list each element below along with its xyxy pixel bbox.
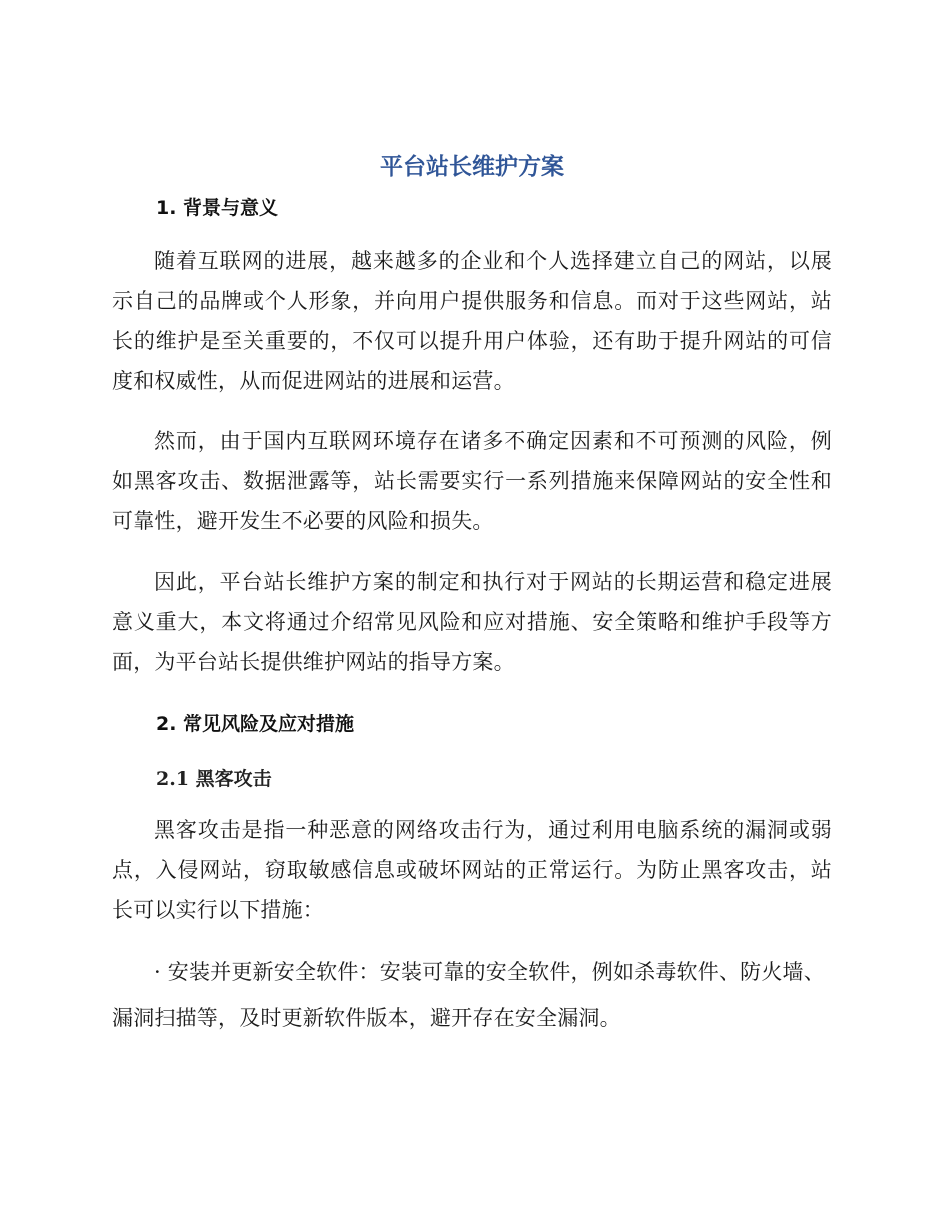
paragraph-hacker-attack: 黑客攻击是指一种恶意的网络攻击行为，通过利用电脑系统的漏洞或弱点，入侵网站，窃取敏感信息或破坏网站的正常运行。为防止黑客攻击，站长可以实行以下措施：	[112, 818, 832, 922]
subsection-heading-hacker-attack: 2.1 黑客攻击	[156, 768, 272, 790]
section-heading-risks: 2. 常见风险及应对措施	[156, 713, 355, 735]
document-title: 平台站长维护方案	[380, 154, 564, 180]
list-item-security-software: · 安装并更新安全软件：安装可靠的安全软件，例如杀毒软件、防火墙、漏洞扫描等，及时更新软件版本，避开存在安全漏洞。	[112, 960, 825, 1030]
paragraph-background-3: 因此，平台站长维护方案的制定和执行对于网站的长期运营和稳定进展意义重大，本文将通过介绍常见风险和应对措施、安全策略和维护手段等方面，为平台站长提供维护网站的指导方案。	[112, 570, 832, 674]
paragraph-background-1: 随着互联网的进展，越来越多的企业和个人选择建立自己的网站，以展示自己的品牌或个人形象，并向用户提供服务和信息。而对于这些网站，站长的维护是至关重要的，不仅可以提升用户体验，还有助于提升网站的可信度和权威性，从而促进网站的进展和运营。	[112, 249, 832, 393]
section-heading-background: 1. 背景与意义	[156, 197, 279, 219]
paragraph-background-2: 然而，由于国内互联网环境存在诸多不确定因素和不可预测的风险，例如黑客攻击、数据泄露等，站长需要实行一系列措施来保障网站的安全性和可靠性，避开发生不必要的风险和损失。	[112, 429, 832, 533]
